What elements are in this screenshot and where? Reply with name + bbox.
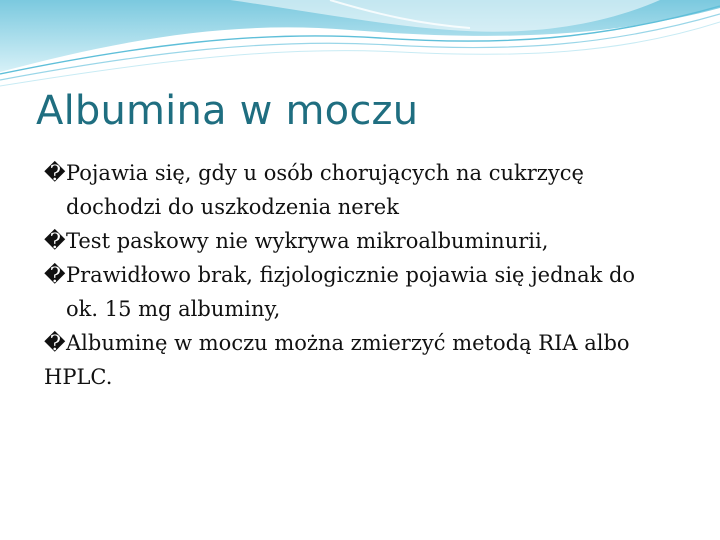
- bullet-text-line: Test paskowy nie wykrywa mikroalbuminurii,: [66, 229, 549, 253]
- bullet-item: [44, 224, 704, 258]
- bullet-text-line: Pojawia się, gdy u osób chorujących na cukrzycę: [66, 161, 584, 185]
- bullet-item: [44, 258, 704, 326]
- bullet-text-line: ok. 15 mg albuminy,: [66, 297, 281, 321]
- bullet-glyph: �: [44, 263, 66, 287]
- bullet-text-line: Prawidłowo brak, fizjologicznie pojawia się jednak do: [66, 263, 636, 287]
- bullet-glyph: �: [44, 331, 66, 355]
- bullet-text-line: Albuminę w moczu można zmierzyć metodą RIA albo: [66, 331, 630, 355]
- decorative-wave-header: [0, 0, 720, 90]
- bullet-item: [44, 156, 704, 224]
- bullet-text-line: dochodzi do uszkodzenia nerek: [66, 195, 399, 219]
- slide-title: Albumina w moczu: [36, 88, 419, 134]
- bullet-list: [44, 156, 704, 394]
- bullet-text-line: HPLC.: [44, 365, 113, 389]
- bullet-glyph: �: [44, 229, 66, 253]
- bullet-item: [44, 326, 704, 394]
- bullet-glyph: �: [44, 161, 66, 185]
